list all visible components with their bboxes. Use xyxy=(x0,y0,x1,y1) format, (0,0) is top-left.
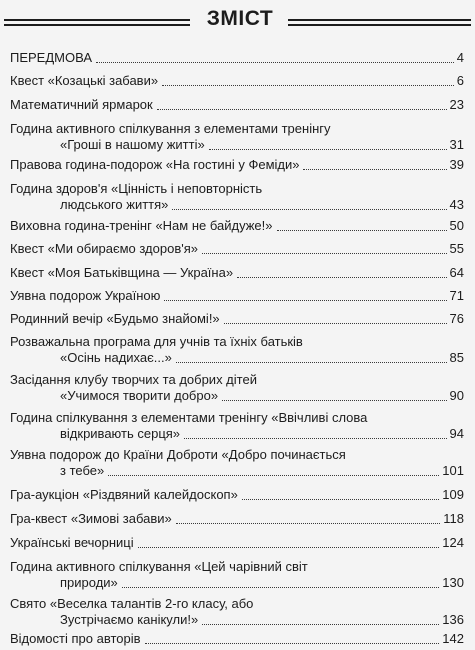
dot-leader xyxy=(172,208,446,210)
toc-entry xyxy=(10,265,464,281)
toc-page-number: 4 xyxy=(456,50,464,65)
toc-entry-title: Гра-квест «Зимові забави» xyxy=(10,511,172,526)
toc-page-number: 43 xyxy=(449,197,464,212)
toc-entry xyxy=(10,311,464,327)
dot-leader xyxy=(202,252,447,254)
toc-entry xyxy=(10,181,464,213)
toc-entry-title: Родинний вечір «Будьмо знайомі!» xyxy=(10,311,220,326)
toc-entry xyxy=(10,241,464,257)
toc-entry-title: Квест «Козацькі забави» xyxy=(10,73,159,88)
toc-page-number: 39 xyxy=(449,157,464,172)
toc-entry xyxy=(10,487,464,503)
toc-entry-line xyxy=(10,157,464,173)
toc-entry-line xyxy=(10,97,464,113)
dot-leader xyxy=(303,168,446,170)
toc-entry-title: Свято «Веселка талантів 2-го класу, або xyxy=(10,596,254,611)
toc-page-number: 64 xyxy=(449,265,464,280)
dot-leader xyxy=(145,642,440,644)
toc-entry-line xyxy=(10,426,464,442)
toc-entry xyxy=(10,288,464,304)
toc-entry-title: Гра-аукціон «Різдвяний калейдоскоп» xyxy=(10,487,238,502)
dot-leader xyxy=(184,437,447,439)
toc-page-number: 76 xyxy=(449,311,464,326)
toc-entry-line xyxy=(10,487,464,503)
toc-entry xyxy=(10,334,464,366)
toc-entry xyxy=(10,372,464,404)
toc-entry-line xyxy=(10,265,464,281)
toc-entry-title: Правова година-подорож «На гостині у Феміди» xyxy=(10,157,300,172)
dot-leader xyxy=(242,498,439,500)
toc-entry-title: Засідання клубу творчих та добрих дітей xyxy=(10,372,257,387)
toc-page-number: 124 xyxy=(442,535,464,550)
dot-leader xyxy=(222,399,446,401)
toc-page-number: 109 xyxy=(442,487,464,502)
toc-entry-title: Відомості про авторів xyxy=(10,631,141,646)
toc-entry-line xyxy=(10,73,464,89)
toc-entry xyxy=(10,73,464,89)
dot-leader xyxy=(277,229,447,231)
toc-entry-title: Година активного спілкування «Цей чарівний світ xyxy=(10,559,308,574)
toc-page-number: 50 xyxy=(449,218,464,233)
dot-leader xyxy=(138,546,440,548)
toc-page-number: 71 xyxy=(449,288,464,303)
toc-entry xyxy=(10,631,464,647)
toc-entry-title: «Осінь надихає...» xyxy=(60,350,172,365)
toc-entry-title: «Гроші в нашому житті» xyxy=(60,137,205,152)
toc-entry-line xyxy=(10,535,464,551)
toc-page-number: 136 xyxy=(442,612,464,627)
dot-leader xyxy=(96,61,454,63)
toc-entry-line xyxy=(10,50,464,66)
toc-entry xyxy=(10,447,464,479)
toc-entry-title: Уявна подорож Україною xyxy=(10,288,161,303)
toc-entry-line xyxy=(10,288,464,304)
toc-entry xyxy=(10,50,464,66)
toc-page-number: 31 xyxy=(449,137,464,152)
toc-entry-line xyxy=(10,137,464,153)
toc-page-number: 101 xyxy=(442,463,464,478)
page-title: ЗМІСТ xyxy=(206,7,274,30)
toc-page-number: 130 xyxy=(442,575,464,590)
toc-entry-line xyxy=(10,311,464,327)
toc-entry-title: Зустрічаємо канікули!» xyxy=(60,612,199,627)
toc-entry xyxy=(10,410,464,442)
toc-entry xyxy=(10,218,464,234)
toc-entry-title: відкривають серця» xyxy=(60,426,181,441)
dot-leader xyxy=(176,361,447,363)
toc-entry-title: Українські вечорниці xyxy=(10,535,134,550)
toc-page-number: 85 xyxy=(449,350,464,365)
toc-entry-title: Квест «Ми обираємо здоров'я» xyxy=(10,241,198,256)
toc-page-number: 6 xyxy=(456,73,464,88)
toc-entry-title: Година активного спілкування з елементами тренінгу xyxy=(10,121,331,136)
toc-entry-title: «Учимося творити добро» xyxy=(60,388,219,403)
dot-leader xyxy=(176,522,441,524)
dot-leader xyxy=(157,108,447,110)
toc-entry-line xyxy=(10,463,464,479)
toc-entry-line xyxy=(10,218,464,234)
toc-entry-line xyxy=(10,631,464,647)
toc-entry xyxy=(10,535,464,551)
toc-entry-line xyxy=(10,241,464,257)
toc-page-number: 55 xyxy=(449,241,464,256)
dot-leader xyxy=(122,586,440,588)
toc-entry-title: Виховна година-тренінг «Нам не байдуже!» xyxy=(10,218,273,233)
header-rule-left xyxy=(4,19,190,27)
toc-page-number: 142 xyxy=(442,631,464,646)
toc-page-number: 90 xyxy=(449,388,464,403)
toc-entry xyxy=(10,559,464,591)
toc-entry-title: Година спілкування з елементами тренінгу «Ввічливі слова xyxy=(10,410,368,425)
toc-entry-title: Уявна подорож до Країни Доброти «Добро починається xyxy=(10,447,346,462)
header xyxy=(4,6,471,32)
toc-entry-line xyxy=(10,612,464,628)
toc-page-number: 23 xyxy=(449,97,464,112)
toc-entry-title: Математичний ярмарок xyxy=(10,97,153,112)
toc-entry-line xyxy=(10,197,464,213)
toc-entry-title: людського життя» xyxy=(60,197,169,212)
toc-entry-title: ПЕРЕДМОВА xyxy=(10,50,93,65)
toc-entry xyxy=(10,157,464,173)
dot-leader xyxy=(162,84,454,86)
dot-leader xyxy=(209,148,447,150)
header-rule-right xyxy=(288,19,471,27)
toc-entry-line xyxy=(10,350,464,366)
dot-leader xyxy=(202,623,439,625)
toc-entry xyxy=(10,511,464,527)
dot-leader xyxy=(164,299,446,301)
toc-entry-line xyxy=(10,511,464,527)
toc-entry-line xyxy=(10,575,464,591)
dot-leader xyxy=(237,276,446,278)
toc-entry-title: Квест «Моя Батьківщина — Україна» xyxy=(10,265,234,280)
toc-entry xyxy=(10,596,464,628)
dot-leader xyxy=(108,474,439,476)
toc-entry-title: Година здоров'я «Цінність і неповторність xyxy=(10,181,263,196)
toc-entry-line xyxy=(10,388,464,404)
toc-page-number: 118 xyxy=(443,511,464,526)
toc-entry-title: природи» xyxy=(60,575,118,590)
toc-entry xyxy=(10,97,464,113)
dot-leader xyxy=(224,322,447,324)
toc-entry-title: з тебе» xyxy=(60,463,105,478)
toc-page-number: 94 xyxy=(449,426,464,441)
toc-entry xyxy=(10,121,464,153)
toc-entry-title: Розважальна програма для учнів та їхніх батьків xyxy=(10,334,303,349)
